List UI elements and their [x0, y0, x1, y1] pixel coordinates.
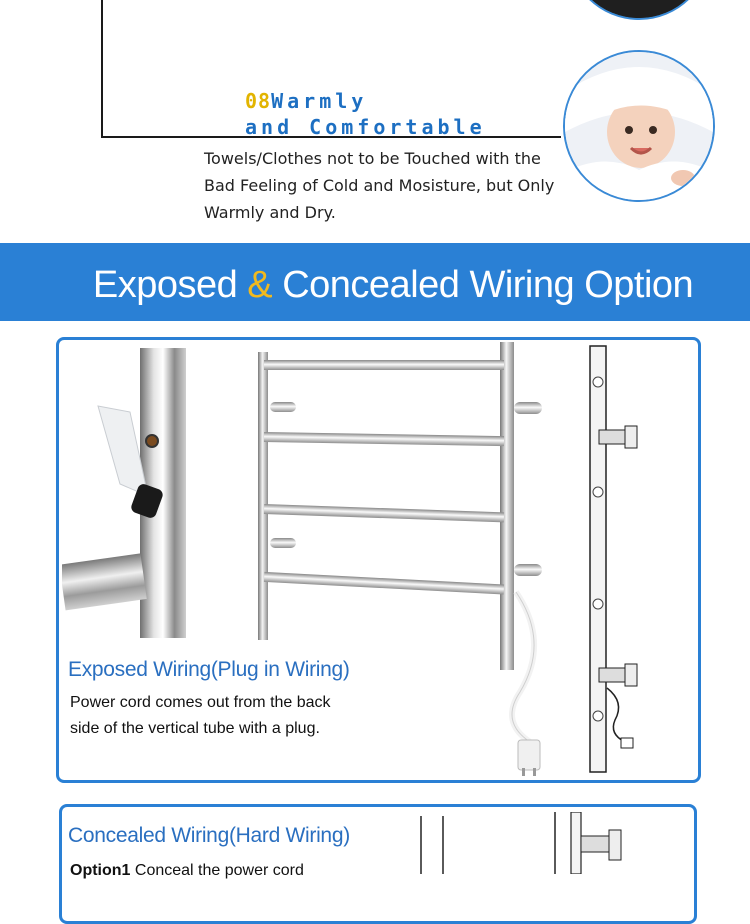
feature-title-line2: and Comfortable — [245, 115, 486, 139]
banner-title-part1: Exposed — [92, 264, 248, 306]
concealed-wiring-diagram — [415, 812, 635, 874]
banner-title-part2: Concealed Wiring Option — [272, 264, 694, 306]
side-view-diagram — [585, 342, 645, 776]
feature-title-line1: Warmly — [271, 89, 368, 113]
banner-title — [0, 243, 750, 321]
product-detail-photo — [567, 0, 711, 20]
baby-illustration — [565, 52, 713, 200]
product-detail-illustration — [569, 0, 711, 20]
exposed-wiring-heading: Exposed Wiring(Plug in Wiring) — [68, 658, 350, 681]
feature-title — [245, 88, 486, 140]
feature-number: 08 — [245, 89, 272, 113]
feature-description: Towels/Clothes not to be Touched with the Bad Feeling of Cold and Mosisture, but Only Warmly and Dry. — [204, 149, 555, 222]
exposed-wiring-line2: side of the vertical tube with a plug. — [70, 720, 320, 737]
exposed-wiring-description — [70, 690, 331, 742]
exposed-wiring-line1: Power cord comes out from the back — [70, 694, 331, 711]
concealed-wiring-heading: Concealed Wiring(Hard Wiring) — [68, 824, 350, 847]
banner-ampersand: & — [247, 264, 273, 306]
concealed-wiring-option — [70, 858, 304, 884]
feature-bracket-vertical — [101, 0, 103, 138]
baby-towel-photo — [563, 50, 715, 202]
option-label: Option1 — [70, 862, 131, 879]
tube-closeup-illustration — [62, 344, 212, 644]
option-text: Conceal the power cord — [134, 862, 304, 879]
